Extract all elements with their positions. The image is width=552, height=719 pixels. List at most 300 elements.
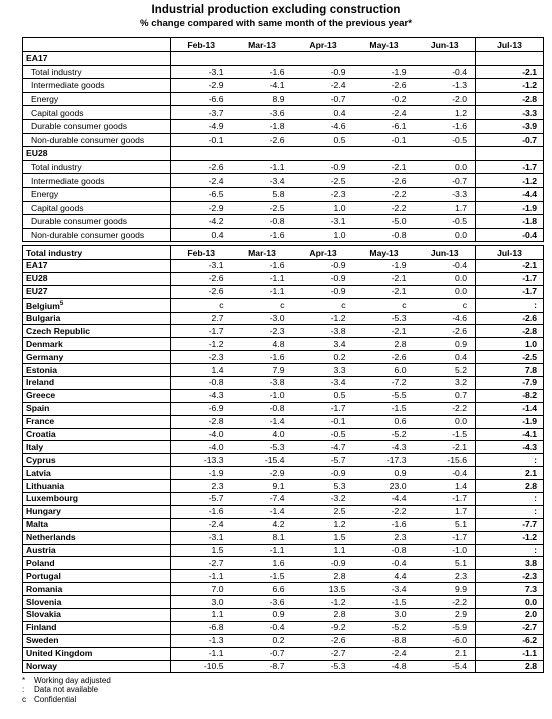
row-label <box>23 647 171 660</box>
value-cell: 2.5 <box>293 505 354 518</box>
value-cell: -6.8 <box>171 621 232 634</box>
table-row <box>23 285 544 298</box>
value-cell: -9.2 <box>293 621 354 634</box>
table-row <box>23 493 544 506</box>
row-label-text: Latvia <box>26 467 51 478</box>
footnotes <box>22 676 111 704</box>
value-cell: -3.7 <box>171 106 232 120</box>
value-cell: -3.4 <box>232 174 293 188</box>
value-cell: 23.0 <box>354 480 415 493</box>
value-cell: -0.1 <box>171 133 232 147</box>
value-cell: -4.1 <box>476 428 544 441</box>
value-cell: -5.3 <box>293 660 354 673</box>
value-cell: -8.8 <box>354 634 415 647</box>
row-label <box>23 480 171 493</box>
value-cell: -1.3 <box>415 79 476 93</box>
value-cell: -2.4 <box>171 174 232 188</box>
footnote-item <box>22 685 111 694</box>
row-label-text: Estonia <box>26 364 58 375</box>
value-cell: 1.0 <box>293 201 354 215</box>
value-cell: -7.9 <box>476 376 544 389</box>
value-cell: -0.4 <box>476 228 544 242</box>
value-cell: -4.4 <box>354 493 415 506</box>
table-row <box>23 647 544 660</box>
value-cell: -2.5 <box>476 351 544 364</box>
value-cell: 1.2 <box>415 106 476 120</box>
empty-cell <box>293 52 354 66</box>
value-cell: -4.3 <box>476 441 544 454</box>
value-cell: 0.2 <box>232 634 293 647</box>
value-cell: 7.9 <box>232 364 293 377</box>
table-row <box>23 187 544 201</box>
value-cell: -5.7 <box>171 493 232 506</box>
value-cell: -1.2 <box>293 312 354 325</box>
footnote-symbol: * <box>22 676 26 685</box>
row-label <box>23 634 171 647</box>
row-label <box>23 493 171 506</box>
group-header-row <box>23 52 544 66</box>
value-cell: -2.3 <box>476 570 544 583</box>
row-label <box>23 402 171 415</box>
value-cell: -0.9 <box>293 557 354 570</box>
row-label <box>23 325 171 338</box>
group-header-row <box>23 147 544 161</box>
footnote-text: Confidential <box>34 694 77 704</box>
value-cell: 2.1 <box>415 647 476 660</box>
table-row <box>23 201 544 215</box>
value-cell: -2.1 <box>354 325 415 338</box>
table-row <box>23 298 544 312</box>
value-cell: -3.8 <box>232 376 293 389</box>
table-row <box>23 260 544 273</box>
table-row <box>23 92 544 106</box>
row-label <box>23 285 171 298</box>
empty-cell <box>171 52 232 66</box>
table-row <box>23 609 544 622</box>
row-label-text: Hungary <box>26 506 61 517</box>
value-cell: -1.7 <box>171 325 232 338</box>
country-breakdown-table <box>22 245 544 673</box>
table-row <box>23 160 544 174</box>
value-cell: : <box>476 544 544 557</box>
table-row <box>23 228 544 242</box>
value-cell: -1.6 <box>415 119 476 133</box>
table-row <box>23 272 544 285</box>
value-cell: -3.4 <box>293 376 354 389</box>
row-label <box>23 660 171 673</box>
value-cell: 1.2 <box>293 518 354 531</box>
table-row <box>23 441 544 454</box>
value-cell: -2.4 <box>354 647 415 660</box>
value-cell: -1.2 <box>476 79 544 93</box>
value-cell: -0.7 <box>476 133 544 147</box>
value-cell: -1.6 <box>232 260 293 273</box>
row-label <box>23 518 171 531</box>
value-cell: 5.3 <box>293 480 354 493</box>
value-cell: -7.2 <box>354 376 415 389</box>
table-row <box>23 389 544 402</box>
value-cell: -1.1 <box>232 544 293 557</box>
value-cell: -3.8 <box>293 325 354 338</box>
value-cell: -1.0 <box>232 389 293 402</box>
row-label <box>23 298 171 312</box>
value-cell: -1.5 <box>232 570 293 583</box>
month-header: Jun-13 <box>415 246 476 260</box>
value-cell: -2.6 <box>171 160 232 174</box>
value-cell: -1.6 <box>232 65 293 79</box>
row-label-text: Cyprus <box>26 454 56 465</box>
value-cell: -1.9 <box>354 65 415 79</box>
value-cell: -4.3 <box>354 441 415 454</box>
value-cell: 2.8 <box>293 609 354 622</box>
row-label-text: Romania <box>26 583 63 594</box>
table-row <box>23 376 544 389</box>
row-label-text: United Kingdom <box>26 648 93 659</box>
month-header: Jun-13 <box>415 38 476 52</box>
value-cell: 0.0 <box>415 285 476 298</box>
row-label-text: EA17 <box>26 260 48 271</box>
value-cell: 13.5 <box>293 583 354 596</box>
value-cell: -1.5 <box>415 428 476 441</box>
value-cell: -7.7 <box>476 518 544 531</box>
value-cell: 0.4 <box>171 228 232 242</box>
value-cell: -0.8 <box>354 544 415 557</box>
row-label-text: Sweden <box>26 635 59 646</box>
value-cell: 7.0 <box>171 583 232 596</box>
row-label-text: Netherlands <box>26 532 76 543</box>
table-header-row <box>23 38 544 52</box>
value-cell: 1.1 <box>171 609 232 622</box>
value-cell: 2.3 <box>171 480 232 493</box>
value-cell: -1.4 <box>476 402 544 415</box>
value-cell: -2.4 <box>354 106 415 120</box>
row-label-text: Energy <box>31 189 59 200</box>
value-cell: -4.1 <box>232 79 293 93</box>
value-cell: -1.1 <box>171 647 232 660</box>
value-cell: 2.7 <box>171 312 232 325</box>
value-cell: -3.4 <box>354 583 415 596</box>
value-cell: -1.8 <box>476 215 544 229</box>
row-label-text: Total industry <box>31 162 82 173</box>
value-cell: -0.8 <box>354 228 415 242</box>
value-cell: -5.4 <box>415 660 476 673</box>
value-cell: -5.3 <box>354 312 415 325</box>
value-cell: -1.7 <box>476 160 544 174</box>
empty-cell <box>476 52 544 66</box>
value-cell: -3.3 <box>476 106 544 120</box>
value-cell: 2.8 <box>354 338 415 351</box>
value-cell: -1.3 <box>171 634 232 647</box>
empty-cell <box>171 147 232 161</box>
value-cell: 3.4 <box>293 338 354 351</box>
value-cell: -3.1 <box>293 215 354 229</box>
value-cell: -1.9 <box>476 415 544 428</box>
table-row <box>23 174 544 188</box>
empty-cell <box>354 52 415 66</box>
value-cell: 4.8 <box>232 338 293 351</box>
row-label-text: Non-durable consumer goods <box>31 230 145 241</box>
value-cell: -2.7 <box>293 647 354 660</box>
table-row <box>23 415 544 428</box>
value-cell: 0.6 <box>354 415 415 428</box>
row-label-text: Poland <box>26 557 55 568</box>
value-cell: 5.1 <box>415 518 476 531</box>
row-label-text: Durable consumer goods <box>31 216 128 227</box>
row-label-text: Italy <box>26 441 44 452</box>
value-cell: -0.1 <box>354 133 415 147</box>
row-label <box>23 621 171 634</box>
empty-cell <box>415 147 476 161</box>
value-cell: -2.2 <box>354 187 415 201</box>
value-cell: -2.4 <box>293 79 354 93</box>
table-row <box>23 557 544 570</box>
value-cell: 9.9 <box>415 583 476 596</box>
value-cell: -1.2 <box>476 531 544 544</box>
value-cell: -2.6 <box>354 351 415 364</box>
table-row <box>23 531 544 544</box>
row-label <box>23 174 171 188</box>
value-cell: -0.9 <box>293 285 354 298</box>
row-label <box>23 441 171 454</box>
table-row <box>23 660 544 673</box>
value-cell: -0.4 <box>415 467 476 480</box>
value-cell: -6.6 <box>171 92 232 106</box>
value-cell: -0.5 <box>415 133 476 147</box>
value-cell: -2.1 <box>354 160 415 174</box>
value-cell: -1.7 <box>415 531 476 544</box>
value-cell: -2.1 <box>476 260 544 273</box>
footnote-symbol: : <box>22 685 25 695</box>
value-cell: -0.9 <box>293 272 354 285</box>
value-cell: -1.6 <box>232 228 293 242</box>
row-label-text: Finland <box>26 622 57 633</box>
value-cell: 1.7 <box>415 201 476 215</box>
value-cell: -15.6 <box>415 454 476 467</box>
row-label <box>23 215 171 229</box>
value-cell: -4.9 <box>171 119 232 133</box>
value-cell: 2.8 <box>293 570 354 583</box>
table-row <box>23 65 544 79</box>
value-cell: -0.9 <box>293 160 354 174</box>
row-label <box>23 596 171 609</box>
value-cell: -2.1 <box>415 441 476 454</box>
value-cell: 0.5 <box>293 133 354 147</box>
value-cell: -3.6 <box>232 596 293 609</box>
value-cell: -0.8 <box>232 215 293 229</box>
row-label <box>23 65 171 79</box>
value-cell: -2.6 <box>293 634 354 647</box>
sector-breakdown-table <box>22 37 544 242</box>
table-row <box>23 428 544 441</box>
value-cell: -2.5 <box>232 201 293 215</box>
month-header: Mar-13 <box>232 38 293 52</box>
value-cell: -10.5 <box>171 660 232 673</box>
value-cell: -0.5 <box>293 428 354 441</box>
table-row <box>23 467 544 480</box>
value-cell: -2.6 <box>171 285 232 298</box>
value-cell: 4.0 <box>232 428 293 441</box>
table-row <box>23 480 544 493</box>
row-label-text: Portugal <box>26 570 61 581</box>
value-cell: -2.8 <box>476 325 544 338</box>
table-row <box>23 79 544 93</box>
group-name: EU28 <box>23 147 171 161</box>
month-header: Feb-13 <box>171 38 232 52</box>
row-label <box>23 570 171 583</box>
value-cell: -2.6 <box>476 312 544 325</box>
month-header: May-13 <box>354 246 415 260</box>
value-cell: -1.4 <box>232 505 293 518</box>
value-cell: -1.6 <box>354 518 415 531</box>
month-header: Feb-13 <box>171 246 232 260</box>
value-cell: 1.0 <box>476 338 544 351</box>
value-cell: -2.4 <box>171 518 232 531</box>
value-cell: c <box>354 298 415 312</box>
month-header: May-13 <box>354 38 415 52</box>
value-cell: 0.5 <box>293 389 354 402</box>
value-cell: -2.6 <box>415 325 476 338</box>
row-label-text: Intermediate goods <box>31 175 105 186</box>
value-cell: -5.5 <box>354 389 415 402</box>
value-cell: -1.5 <box>354 402 415 415</box>
value-cell: -0.8 <box>232 402 293 415</box>
footnote-item <box>22 695 111 704</box>
value-cell: -2.6 <box>354 174 415 188</box>
row-label-text: Lithuania <box>26 480 65 491</box>
value-cell: -3.3 <box>415 187 476 201</box>
value-cell: -4.7 <box>293 441 354 454</box>
value-cell: -6.9 <box>171 402 232 415</box>
row-label-text: Slovenia <box>26 596 62 607</box>
value-cell: -2.7 <box>476 621 544 634</box>
value-cell: c <box>415 298 476 312</box>
value-cell: -3.2 <box>293 493 354 506</box>
value-cell: 0.7 <box>415 389 476 402</box>
value-cell: -2.1 <box>476 65 544 79</box>
page-subtitle: % change compared with same month of the previous year* <box>140 18 412 29</box>
value-cell: 0.4 <box>293 106 354 120</box>
value-cell: -1.8 <box>232 119 293 133</box>
value-cell: 0.9 <box>232 609 293 622</box>
value-cell: -1.1 <box>232 160 293 174</box>
value-cell: -2.1 <box>354 272 415 285</box>
value-cell: -5.3 <box>232 441 293 454</box>
value-cell: -1.2 <box>171 338 232 351</box>
row-label <box>23 364 171 377</box>
row-label <box>23 609 171 622</box>
value-cell: -3.0 <box>232 312 293 325</box>
row-label <box>23 544 171 557</box>
value-cell: : <box>476 505 544 518</box>
row-label <box>23 79 171 93</box>
value-cell: : <box>476 493 544 506</box>
value-cell: 2.0 <box>476 609 544 622</box>
value-cell: 2.9 <box>415 609 476 622</box>
row-label <box>23 160 171 174</box>
row-label-text: Intermediate goods <box>31 80 105 91</box>
table-row <box>23 133 544 147</box>
value-cell: -1.5 <box>354 596 415 609</box>
value-cell: -1.1 <box>476 647 544 660</box>
value-cell: -2.9 <box>232 467 293 480</box>
value-cell: -1.7 <box>415 493 476 506</box>
row-label <box>23 531 171 544</box>
row-label <box>23 505 171 518</box>
value-cell: 3.0 <box>171 596 232 609</box>
value-cell: 7.3 <box>476 583 544 596</box>
value-cell: 1.4 <box>415 480 476 493</box>
table-row <box>23 518 544 531</box>
table-row <box>23 505 544 518</box>
month-header: Jul-13 <box>476 38 544 52</box>
value-cell: 5.1 <box>415 557 476 570</box>
value-cell: -1.9 <box>354 260 415 273</box>
row-label <box>23 338 171 351</box>
row-label-text: Non-durable consumer goods <box>31 134 145 145</box>
value-cell: -5.2 <box>354 621 415 634</box>
row-label <box>23 272 171 285</box>
table-row <box>23 364 544 377</box>
value-cell: 2.8 <box>476 660 544 673</box>
value-cell: -3.1 <box>171 65 232 79</box>
row-label-text: Malta <box>26 519 48 530</box>
row-label <box>23 187 171 201</box>
value-cell: -1.6 <box>171 505 232 518</box>
month-header: Apr-13 <box>293 38 354 52</box>
month-header: Mar-13 <box>232 246 293 260</box>
value-cell: -2.6 <box>171 272 232 285</box>
row-label <box>23 133 171 147</box>
value-cell: -13.3 <box>171 454 232 467</box>
row-label <box>23 415 171 428</box>
value-cell: 2.1 <box>476 467 544 480</box>
row-label-text: EU27 <box>26 286 48 297</box>
value-cell: -2.3 <box>171 351 232 364</box>
row-label-text: Austria <box>26 545 56 555</box>
row-label <box>23 312 171 325</box>
month-header: Jul-13 <box>476 246 544 260</box>
value-cell: c <box>293 298 354 312</box>
value-cell: -6.0 <box>415 634 476 647</box>
value-cell: -0.9 <box>293 65 354 79</box>
value-cell: -5.0 <box>354 215 415 229</box>
empty-cell <box>415 52 476 66</box>
value-cell: -1.7 <box>476 272 544 285</box>
row-label <box>23 119 171 133</box>
value-cell: -8.7 <box>232 660 293 673</box>
value-cell: : <box>476 454 544 467</box>
row-label <box>23 428 171 441</box>
value-cell: -4.0 <box>171 441 232 454</box>
value-cell: -1.1 <box>171 570 232 583</box>
value-cell: 0.0 <box>415 415 476 428</box>
row-label-text: Energy <box>31 94 59 105</box>
empty-cell <box>232 52 293 66</box>
value-cell: 3.8 <box>476 557 544 570</box>
value-cell: -1.1 <box>232 285 293 298</box>
value-cell: -1.9 <box>171 467 232 480</box>
table-row <box>23 312 544 325</box>
value-cell: -1.7 <box>476 285 544 298</box>
value-cell: -5.2 <box>354 428 415 441</box>
value-cell: 0.9 <box>354 467 415 480</box>
row-label-text: Ireland <box>26 377 55 388</box>
value-cell: 6.0 <box>354 364 415 377</box>
value-cell: -2.3 <box>293 187 354 201</box>
row-label <box>23 106 171 120</box>
value-cell: -0.1 <box>293 415 354 428</box>
group-name: EA17 <box>23 52 171 66</box>
